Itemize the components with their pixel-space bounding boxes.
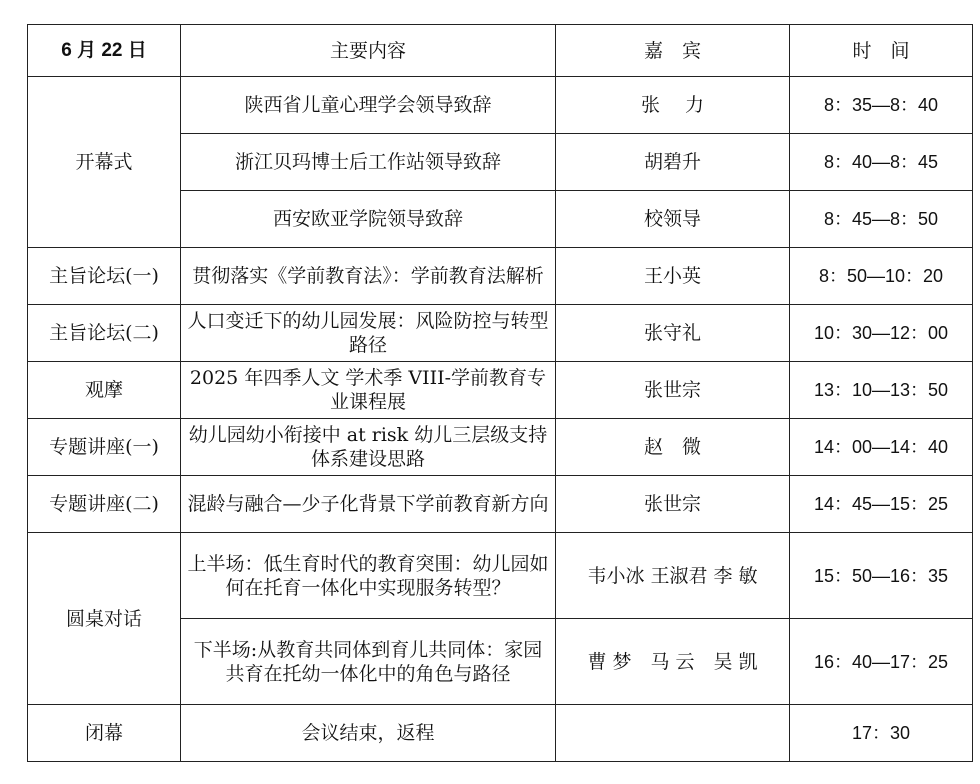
time-cell: 8：50—10：20 (790, 248, 973, 305)
content-cell: 贯彻落实《学前教育法》：学前教育法解析 (181, 248, 556, 305)
guest-cell: 校领导 (556, 191, 790, 248)
session-label: 专题讲座(一) (28, 419, 181, 476)
header-row (28, 25, 973, 77)
guest-cell: 张世宗 (556, 476, 790, 533)
header-content: 主要内容 (181, 25, 556, 77)
time-cell: 8：40—8：45 (790, 134, 973, 191)
header-date: 6 月 22 日 (28, 25, 181, 77)
session-label: 专题讲座(二) (28, 476, 181, 533)
table-row (28, 362, 973, 419)
guest-cell: 胡碧升 (556, 134, 790, 191)
time-cell: 16：40—17：25 (790, 619, 973, 705)
content-cell: 陕西省儿童心理学会领导致辞 (181, 77, 556, 134)
session-label: 主旨论坛(二) (28, 305, 181, 362)
content-cell: 西安欧亚学院领导致辞 (181, 191, 556, 248)
guest-cell: 曹 梦 马 云 吴 凯 (556, 619, 790, 705)
opening-label: 开幕式 (28, 77, 181, 248)
content-cell: 上半场：低生育时代的教育突围：幼儿园如何在托育一体化中实现服务转型？ (181, 533, 556, 619)
header-time: 时 间 (790, 25, 973, 77)
table-row (28, 248, 973, 305)
table-row (28, 705, 973, 762)
guest-cell: 张 力 (556, 77, 790, 134)
guest-cell: 赵 微 (556, 419, 790, 476)
time-cell: 10：30—12：00 (790, 305, 973, 362)
content-cell: 幼儿园幼小衔接中 at risk 幼儿三层级支持体系建设思路 (181, 419, 556, 476)
time-cell: 8：45—8：50 (790, 191, 973, 248)
guest-cell: 王小英 (556, 248, 790, 305)
content-cell: 人口变迁下的幼儿园发展：风险防控与转型路径 (181, 305, 556, 362)
time-cell: 17：30 (790, 705, 973, 762)
content-cell: 浙江贝玛博士后工作站领导致辞 (181, 134, 556, 191)
time-cell: 14：45—15：25 (790, 476, 973, 533)
content-cell: 会议结束，返程 (181, 705, 556, 762)
table-row (28, 305, 973, 362)
guest-cell: 韦小冰 王淑君 李 敏 (556, 533, 790, 619)
guest-cell: 张世宗 (556, 362, 790, 419)
time-cell: 13：10—13：50 (790, 362, 973, 419)
table-row (28, 476, 973, 533)
header-guest: 嘉 宾 (556, 25, 790, 77)
table-row (28, 533, 973, 619)
time-cell: 14：00—14：40 (790, 419, 973, 476)
content-cell: 下半场:从教育共同体到育儿共同体：家园共育在托幼一体化中的角色与路径 (181, 619, 556, 705)
guest-cell: 张守礼 (556, 305, 790, 362)
closing-label: 闭幕 (28, 705, 181, 762)
session-label: 观摩 (28, 362, 181, 419)
table-row (28, 419, 973, 476)
session-label: 主旨论坛(一) (28, 248, 181, 305)
time-cell: 15：50—16：35 (790, 533, 973, 619)
roundtable-label: 圆桌对话 (28, 533, 181, 705)
schedule-table (27, 24, 973, 762)
guest-cell (556, 705, 790, 762)
content-cell: 2025 年四季人文 学术季 VIII-学前教育专业课程展 (181, 362, 556, 419)
time-cell: 8：35—8：40 (790, 77, 973, 134)
table-row (28, 77, 973, 134)
content-cell: 混龄与融合—少子化背景下学前教育新方向 (181, 476, 556, 533)
